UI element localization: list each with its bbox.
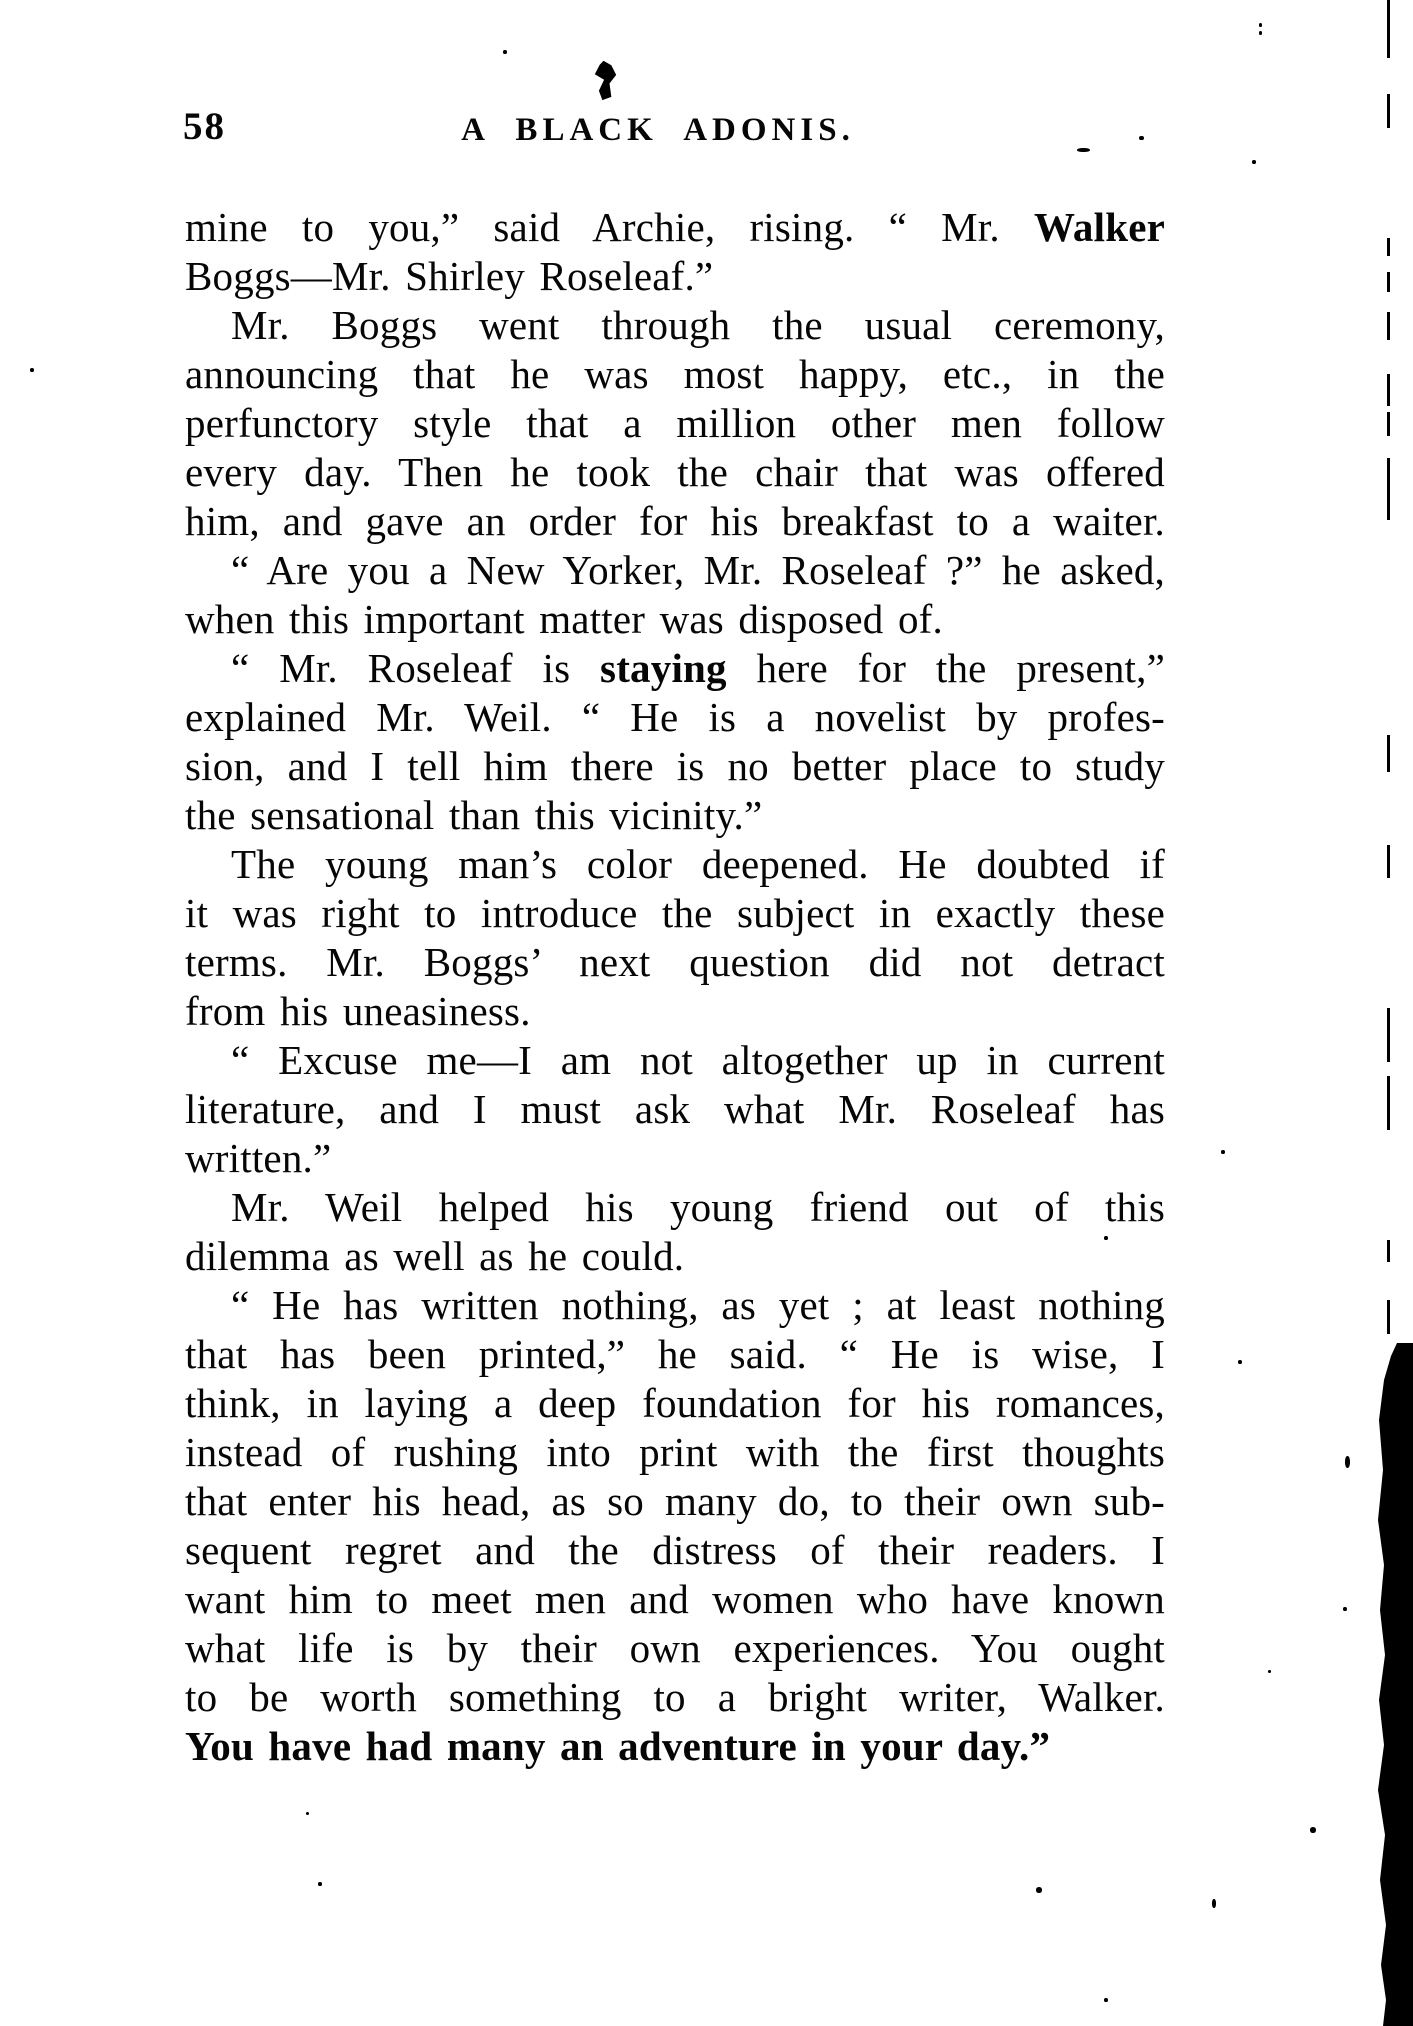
ink-speck [1343, 1607, 1347, 1611]
ink-speck [1212, 1899, 1216, 1908]
scan-edge-mark [1387, 238, 1390, 256]
scan-edge-mark [1387, 94, 1390, 128]
ink-speck [1238, 1360, 1242, 1364]
text-segment: You have had many an adventure in your day.” [185, 1723, 1051, 1769]
text-segment: perfunctory style that a million other men follow [185, 400, 1165, 446]
ink-speck [30, 368, 34, 372]
text-segment: Boggs—Mr. Shirley Roseleaf.” [185, 253, 714, 299]
text-segment: Mr. Weil helped his young friend out of this [231, 1184, 1165, 1230]
ink-speck [1252, 160, 1256, 164]
text-segment: that has been printed,” he said. “ He is wise, I [185, 1331, 1165, 1377]
ink-speck [1036, 1887, 1042, 1893]
scan-edge-mark [1387, 845, 1390, 878]
scan-edge-mark [1387, 1076, 1390, 1130]
ink-speck [1259, 31, 1262, 35]
text-segment: mine to you,” said Archie, rising. “ Mr. [185, 204, 1034, 250]
ink-speck [1259, 23, 1262, 27]
text-segment: to be worth something to a bright writer, Walker. [185, 1674, 1165, 1720]
text-segment-bold: staying [600, 645, 727, 691]
text-segment: explained Mr. Weil. “ He is a novelist by profes- [185, 694, 1165, 740]
text-segment: him, and gave an order for his breakfast to a waiter. [185, 498, 1165, 544]
text-segment: want him to meet men and women who have known [185, 1576, 1165, 1622]
ink-speck [318, 1882, 322, 1886]
text-segment: sequent regret and the distress of their readers. I [185, 1527, 1165, 1573]
page-number: 58 [183, 105, 226, 148]
text-segment: it was right to introduce the subject in exactly these [185, 890, 1165, 936]
scan-edge-mark [1387, 412, 1390, 436]
text-segment: dilemma as well as he could. [185, 1233, 685, 1279]
text-segment: that enter his head, as so many do, to their own sub- [185, 1478, 1165, 1524]
ink-speck [1310, 1827, 1316, 1833]
ink-speck [1077, 148, 1090, 152]
text-segment: “ Are you a New Yorker, Mr. Roseleaf ?” he asked, [231, 547, 1165, 593]
scan-edge-mark [1387, 735, 1390, 772]
text-segment: from his uneasiness. [185, 988, 531, 1034]
ink-speck [1139, 136, 1144, 140]
text-segment: announcing that he was most happy, etc., in the [185, 351, 1165, 397]
text-segment: Mr. Boggs went through the usual ceremony, [231, 302, 1165, 348]
scan-edge-mark [1387, 312, 1390, 340]
text-segment: every day. Then he took the chair that was offered [185, 449, 1165, 495]
text-segment: the sensational than this vicinity.” [185, 792, 763, 838]
text-segment: The young man’s color deepened. He doubted if [231, 841, 1165, 887]
scan-edge-mark [1387, 0, 1390, 58]
text-segment: instead of rushing into print with the first thoughts [185, 1429, 1165, 1475]
text-segment: “ Mr. Roseleaf is [231, 645, 601, 691]
text-segment: what life is by their own experiences. You ought [185, 1625, 1165, 1671]
ink-speck [1104, 1236, 1108, 1240]
scan-edge-mark [1387, 374, 1390, 406]
ink-speck [1104, 1998, 1108, 2002]
scan-edge-mark [1387, 1240, 1390, 1262]
running-header: A BLACK ADONIS. [461, 112, 855, 148]
scan-edge-mark [1387, 272, 1390, 292]
text-segment: “ He has written nothing, as yet ; at least nothing [231, 1282, 1165, 1328]
text-segment: literature, and I must ask what Mr. Roseleaf has [185, 1086, 1165, 1132]
scan-edge-mark [1387, 1008, 1390, 1062]
text-segment: think, in laying a deep foundation for his romances, [185, 1380, 1165, 1426]
text-segment: “ Excuse me—I am not altogether up in current [231, 1037, 1165, 1083]
text-segment: terms. Mr. Boggs’ next question did not detract [185, 939, 1165, 985]
ink-speck [503, 50, 507, 54]
scan-edge-mark [1387, 458, 1390, 520]
ink-speck [1345, 1456, 1350, 1468]
text-segment: sion, and I tell him there is no better place to study [185, 743, 1165, 789]
ink-speck [306, 1812, 309, 1815]
text-segment: written.” [185, 1135, 332, 1181]
ink-speck [1221, 1150, 1225, 1154]
text-segment-bold: Walker [1033, 204, 1165, 250]
text-segment: here for the present,” [726, 645, 1165, 691]
ink-speck [1268, 1670, 1271, 1673]
scan-edge-mark [1387, 1300, 1390, 1334]
text-segment: when this important matter was disposed of. [185, 596, 943, 642]
